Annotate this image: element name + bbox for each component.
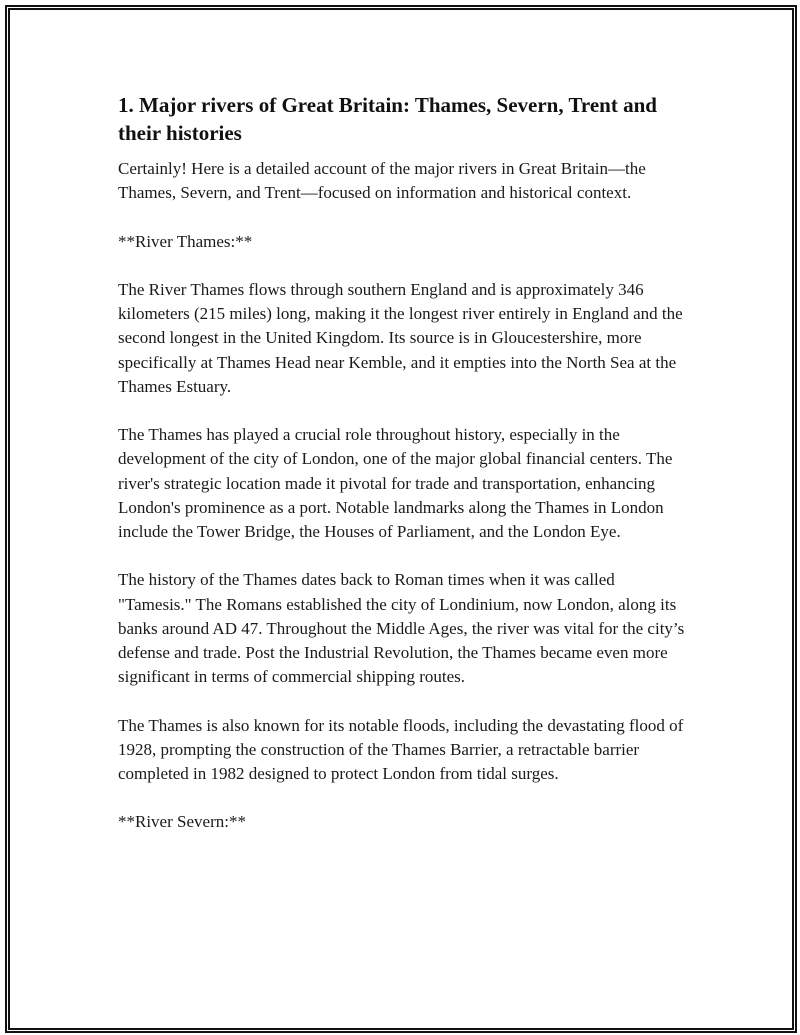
thames-floods-paragraph: The Thames is also known for its notable floods, including the devastating flood of 1928, prompting the construction of the Thames Barrier, a retractable barrier completed in 1982 designed to protect London from tidal surges. [118, 715, 684, 783]
intro-paragraph: Certainly! Here is a detailed account of the major rivers in Great Britain—the Thames, Severn, and Trent—focused on information and historical context. [118, 159, 646, 203]
severn-heading: **River Severn:** [118, 812, 246, 832]
thames-overview-paragraph: The River Thames flows through southern England and is approximately 346 kilometers (215 miles) long, making it the longest river entirely in England and the second longest in the United Kingdom. Its source is in Gloucestershire, more specifically at Thames Head near Kemble, and it empties into the North Sea at the Thames Estuary. [118, 279, 683, 396]
thames-london-paragraph: The Thames has played a crucial role throughout history, especially in the development of the city of London, one of the major global financial centers. The river's strategic location made it pivotal for trade and transportation, enhancing London's prominence as a port. Notable landmarks along the Thames in London include the Tower Bridge, the Houses of Parliament, and the London Eye. [118, 425, 673, 541]
thames-heading: **River Thames:** [118, 231, 253, 251]
thames-history-paragraph: The history of the Thames dates back to Roman times when it was called "Tamesis." The Romans established the city of Londinium, now London, along its banks around AD 47. Throughout the Middle Ages, the river was vital for the city’s defense and trade. Post the Industrial Revolution, the Thames became even more significant in terms of commercial shipping routes. [118, 570, 685, 687]
document-body [118, 92, 688, 859]
document-title: 1. Major rivers of Great Britain: Thames, Severn, Trent and their histories [118, 93, 657, 145]
